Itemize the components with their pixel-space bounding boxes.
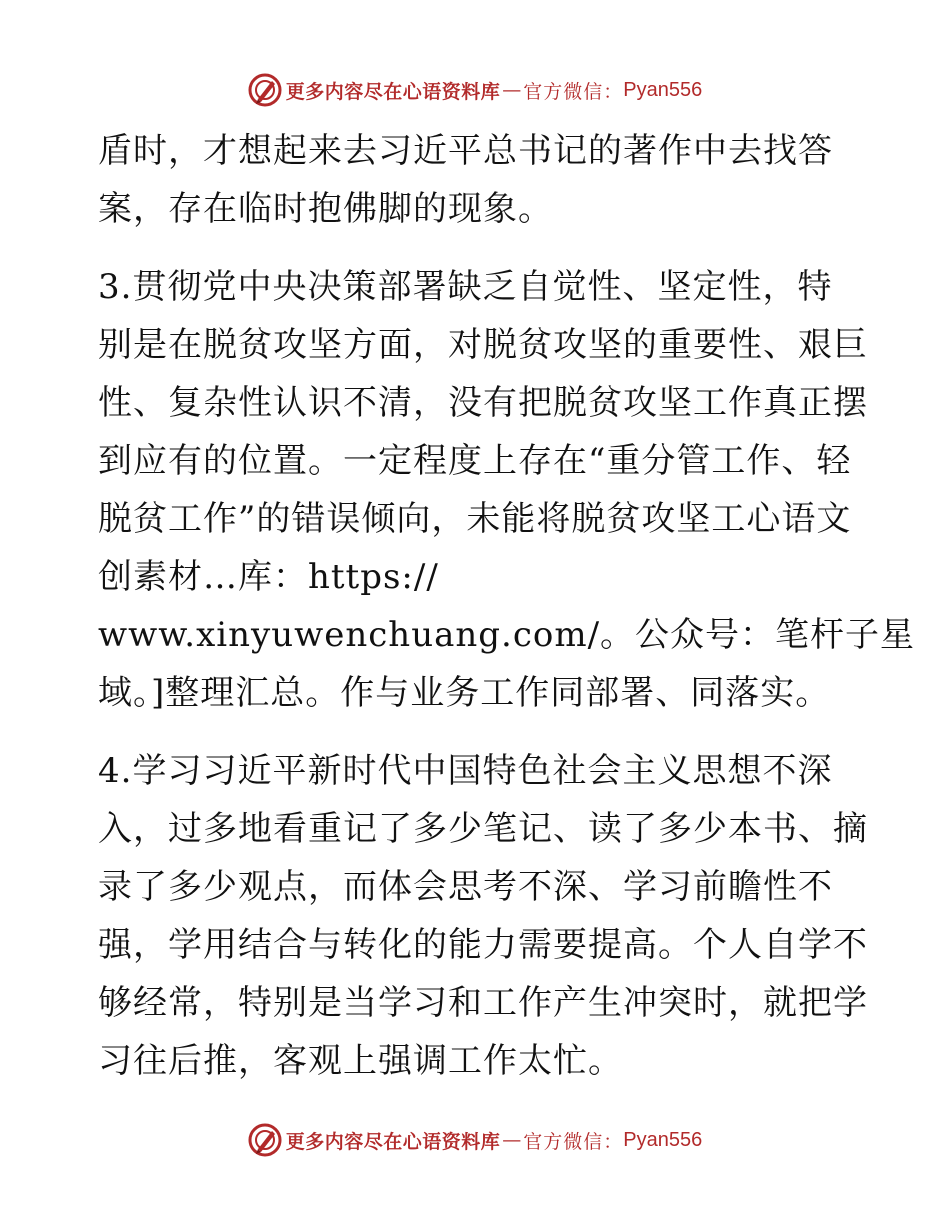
text-line: 录了多少观点，而体会思考不深、学习前瞻性不	[98, 867, 833, 907]
header-wechat-id: Pyan556	[623, 78, 703, 101]
text-line: 习往后推，客观上强调工作太忙。	[98, 1041, 623, 1081]
paragraph-1	[98, 122, 858, 238]
paragraph-2	[98, 258, 916, 722]
text-line: 强，学用结合与转化的能力需要提高。个人自学不	[98, 925, 868, 965]
text-line: 脱贫工作”的错误倾向，未能将脱贫攻坚工心语文	[98, 499, 852, 539]
pen-logo-icon	[248, 1123, 282, 1157]
footer-wechat-id: Pyan556	[623, 1128, 703, 1151]
header-separator: —	[502, 79, 522, 101]
text-line: 创素材…库：https://	[98, 557, 439, 597]
text-line: 到应有的位置。一定程度上存在“重分管工作、轻	[98, 441, 852, 481]
pen-logo-icon	[248, 73, 282, 107]
footer-separator: —	[502, 1129, 522, 1151]
text-line: 案，存在临时抱佛脚的现象。	[98, 189, 553, 229]
paragraph-3	[98, 742, 868, 1090]
footer-wechat-label: 官方微信：	[523, 1130, 624, 1153]
header-banner	[0, 70, 950, 110]
text-line: 入，过多地看重记了多少笔记、读了多少本书、摘	[98, 809, 868, 849]
document-body	[98, 122, 916, 1090]
header-banner-text: 更多内容尽在心语资料库	[285, 80, 501, 103]
footer-banner	[0, 1120, 950, 1160]
text-line: 域。]整理汇总。作与业务工作同部署、同落实。	[98, 673, 831, 713]
text-line: 性、复杂性认识不清，没有把脱贫攻坚工作真正摆	[98, 383, 868, 423]
text-line: 4.学习习近平新时代中国特色社会主义思想不深	[98, 751, 833, 791]
footer-banner-text: 更多内容尽在心语资料库	[285, 1130, 501, 1153]
text-line: 别是在脱贫攻坚方面，对脱贫攻坚的重要性、艰巨	[98, 325, 868, 365]
header-wechat-label: 官方微信：	[523, 80, 624, 103]
url-line: www.xinyuwenchuang.com/。公众号：笔杆子星	[98, 615, 916, 655]
text-line: 3.贯彻党中央决策部署缺乏自觉性、坚定性，特	[98, 267, 833, 307]
text-line: 够经常，特别是当学习和工作产生冲突时，就把学	[98, 983, 868, 1023]
text-line: 盾时，才想起来去习近平总书记的著作中去找答	[98, 131, 833, 171]
